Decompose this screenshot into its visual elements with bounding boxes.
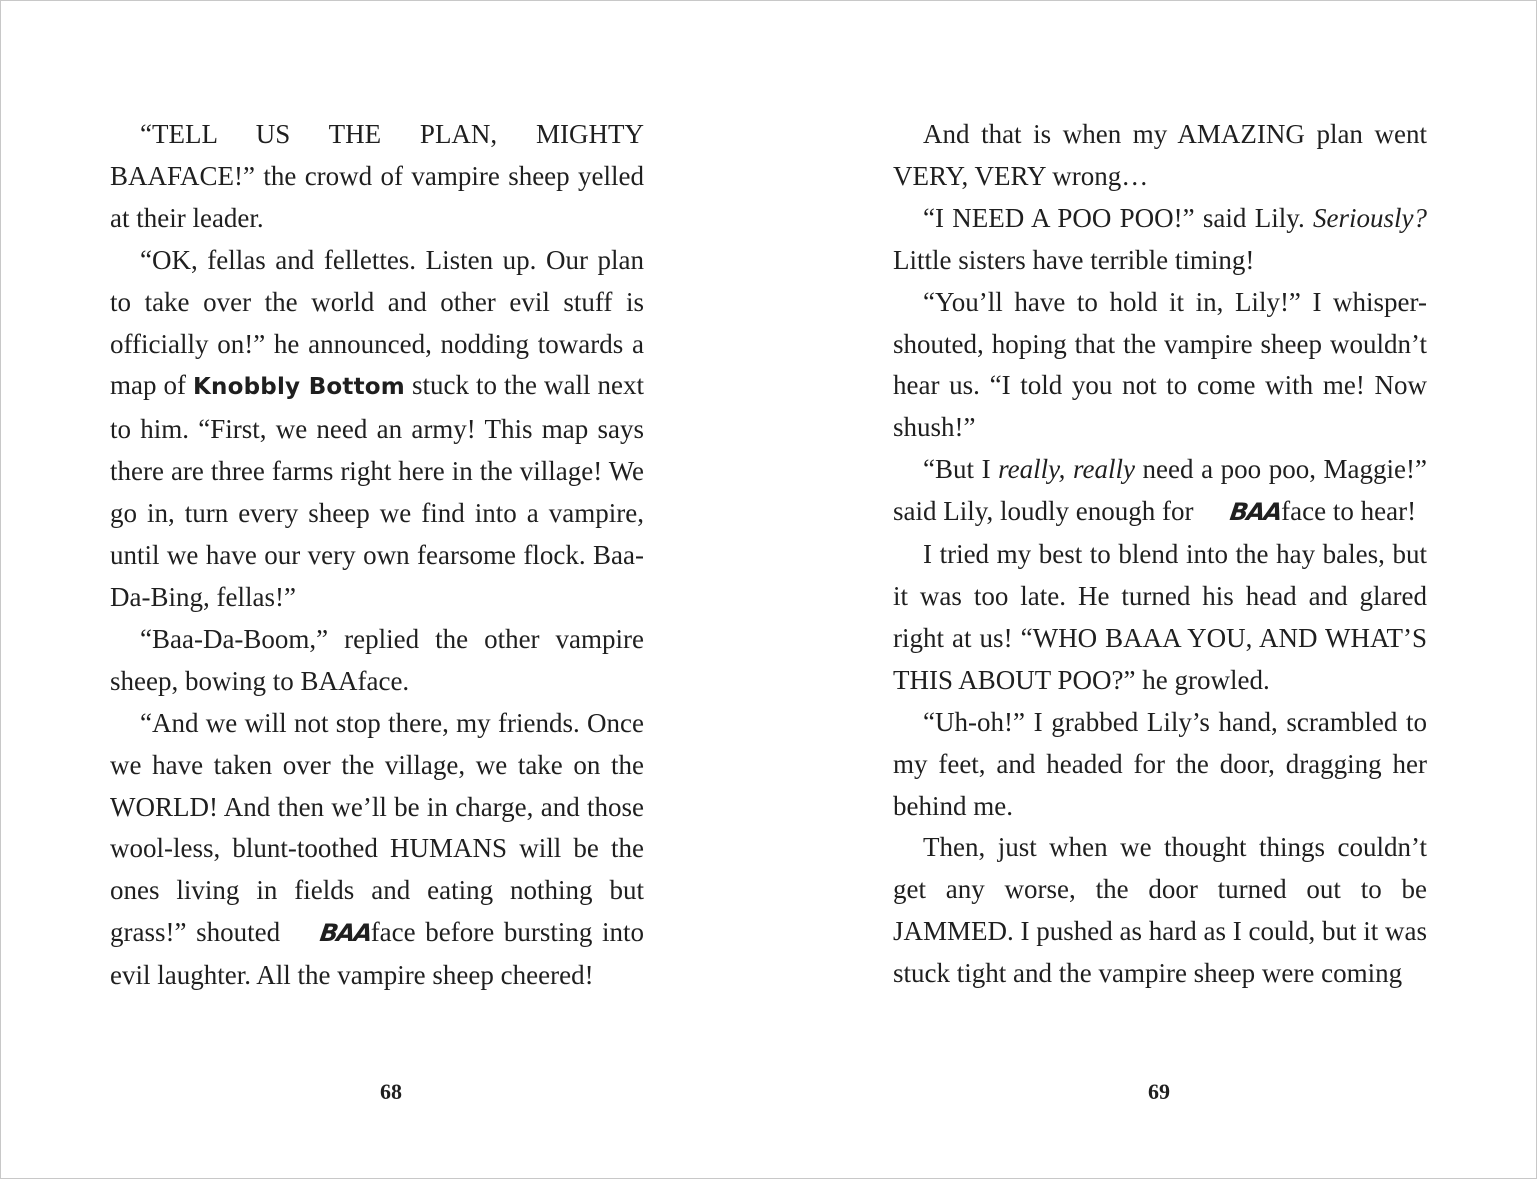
paragraph [893, 282, 1427, 450]
baa-stylized-text: BAA [1228, 498, 1284, 527]
paragraph-text: Little sisters have terrible timing! [893, 244, 1255, 275]
paragraph [110, 619, 644, 703]
paragraph [893, 534, 1427, 702]
paragraph [893, 827, 1427, 995]
italic-text: Seriously? [1313, 202, 1427, 233]
paragraph-text: face to hear! [1281, 496, 1417, 527]
paragraph [893, 449, 1427, 534]
paragraph [893, 198, 1427, 282]
paragraph [110, 114, 644, 240]
paragraph [110, 240, 644, 619]
paragraph-text: Then, just when we thought things couldn’t get any worse, the door turned out to be JAMMED. I pushed as hard as I could, but it was stuck tight and the vampire sheep were coming [893, 832, 1427, 989]
paragraph-text: “OK, fellas and fellettes. Listen up. Our plan to take over the world and other evil stuff is officially on!” he announced, nodding towards a map of [110, 244, 644, 401]
paragraph-text: “Uh-oh!” I grabbed Lily’s hand, scrambled to my feet, and headed for the door, dragging her behind me. [893, 706, 1427, 821]
paragraph-text: And that is when my AMAZING plan went VERY, VERY wrong… [893, 119, 1427, 191]
paragraph-text: face before bursting into evil laughter. All the vampire sheep cheered! [110, 917, 644, 991]
page-number: 69 [1148, 1079, 1170, 1104]
page-number: 68 [380, 1079, 402, 1104]
paragraph [893, 702, 1427, 828]
right-page-text [893, 114, 1427, 995]
paragraph-text: “But I [923, 454, 999, 485]
baa-stylized-text: BAA [317, 919, 373, 948]
paragraph-text: “And we will not stop there, my friends. Once we have taken over the village, we take on the WORLD! And then we’ll be in charge, and those wool-less, blunt-toothed HUMANS will be the ones living in fields and eating nothing but grass!” shouted [110, 707, 644, 948]
place-name-knobbly-bottom: Knobbly Bottom [193, 374, 405, 401]
paragraph-text: “TELL US THE PLAN, MIGHTY BAAFACE!” the crowd of vampire sheep yelled at their leader. [110, 119, 644, 233]
paragraph-text: “You’ll have to hold it in, Lily!” I whisper-shouted, hoping that the vampire sheep wouldn’t hear us. “I told you not to come with me! Now shush!” [893, 286, 1427, 443]
paragraph-text: “I NEED A POO POO!” said Lily. [923, 202, 1313, 233]
italic-text: really, really [998, 454, 1135, 485]
paragraph [893, 114, 1427, 198]
paragraph [110, 703, 644, 997]
left-page [1, 1, 769, 1178]
paragraph-text: I tried my best to blend into the hay bales, but it was too late. He turned his head and glared right at us! “WHO BAAA YOU, AND WHAT’S THIS ABOUT POO?” he growled. [893, 539, 1427, 695]
paragraph-text: “Baa-Da-Boom,” replied the other vampire sheep, bowing to BAAface. [110, 623, 644, 696]
paragraph-text: stuck to the wall next to him. “First, we need an army! This map says there are three farms right here in the village! We go in, turn every sheep we find into a vampire, until we have our very own fearsome flock. Baa-Da-Bing, fellas!” [110, 370, 645, 612]
paragraph-text: need a poo poo, Maggie!” said Lily, loudly enough for [893, 454, 1427, 527]
left-page-text [110, 114, 644, 997]
right-page [769, 1, 1537, 1178]
